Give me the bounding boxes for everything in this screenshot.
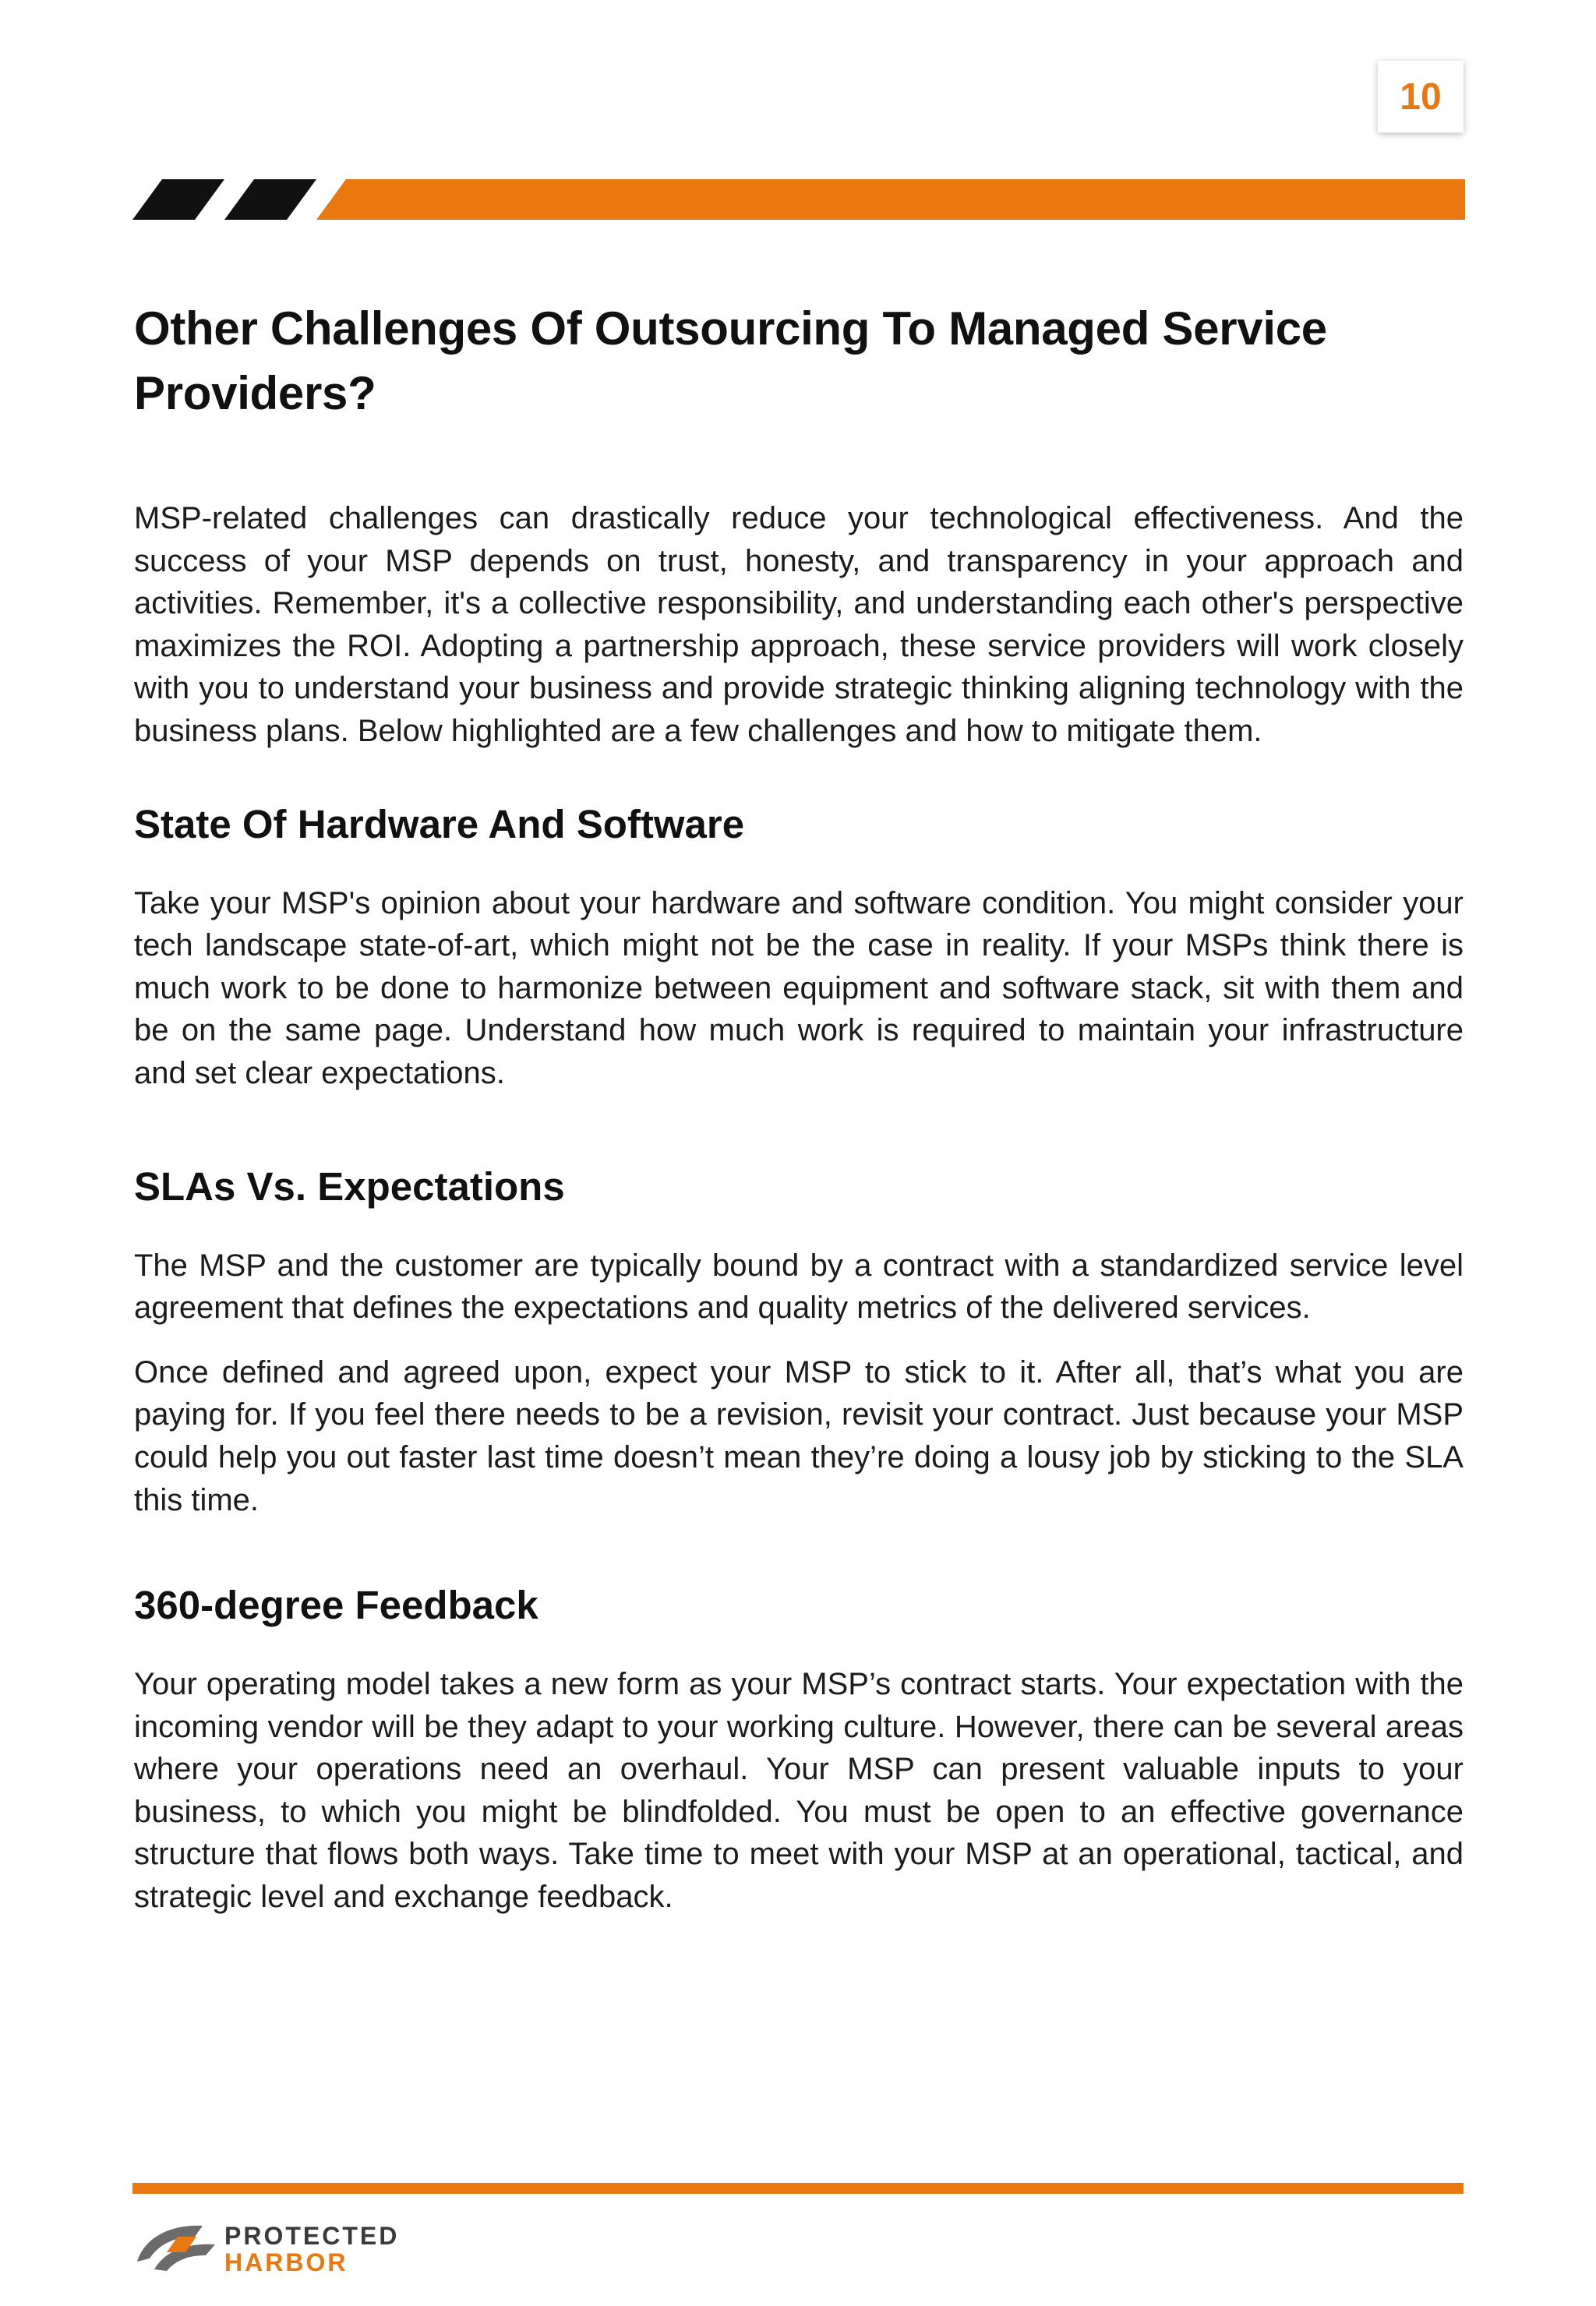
section-slas-expectations (134, 1164, 1464, 1522)
section-360-feedback (134, 1582, 1464, 1919)
header-decoration-bar (132, 179, 1465, 220)
header-orange-bar (316, 179, 1465, 220)
section-heading: State Of Hardware And Software (134, 801, 745, 846)
header-stripe-2 (224, 179, 316, 220)
footer-logo (131, 2213, 400, 2283)
section-paragraph: Once defined and agreed upon, expect your MSP to stick to it. After all, that’s what you are paying for. If you feel there needs to be a revision, revisit your contract. Just because your MSP could help you out faster last time doesn’t mean they’re doing a lousy job by sticking to the SLA this time. (134, 1354, 1464, 1517)
main-content (134, 296, 1464, 1919)
section-heading: 360-degree Feedback (134, 1583, 538, 1628)
section-hardware-software (134, 801, 1464, 1095)
section-heading: SLAs Vs. Expectations (134, 1164, 565, 1209)
logo-wordmark (224, 2223, 399, 2276)
footer-divider (132, 2183, 1464, 2194)
intro-paragraph: MSP-related challenges can drastically reduce your technological effectiveness. And the success of your MSP depends on trust, honesty, and transparency in your approach and activities. Remember, it's a collective responsibility, and understanding each other's perspective maximizes the ROI. Adopting a partnership approach, these service providers will work closely with you to understand your business and provide strategic thinking aligning technology with the business plans. Below highlighted are a few challenges and how to mitigate them. (134, 501, 1464, 748)
page-number (1378, 61, 1464, 132)
logo-line-harbor: HARBOR (224, 2248, 348, 2276)
section-paragraph: Take your MSP's opinion about your hardware and software condition. You might consider your tech landscape state-of-art, which might not be the case in reality. If your MSPs think there is much work to be done to harmonize between equipment and software stack, sit with them and be on the same page. Understand how much work is required to maintain your infrastructure and set clear expectations. (134, 885, 1464, 1090)
page-title: Other Challenges Of Outsourcing To Managed Service Providers? (134, 302, 1327, 419)
section-paragraph: The MSP and the customer are typically bound by a contract with a standardized service level agreement that defines the expectations and quality metrics of the delivered services. (134, 1248, 1464, 1326)
section-paragraph: Your operating model takes a new form as your MSP’s contract starts. Your expectation with the incoming vendor will be they adapt to your working culture. However, there can be several areas where your operations need an overhaul. Your MSP can present valuable inputs to your business, to which you might be blindfolded. You must be open to an effective governance structure that flows both ways. Take time to meet with your MSP at an operational, tactical, and strategic level and exchange feedback. (134, 1667, 1464, 1915)
page-number-text: 10 (1400, 76, 1442, 118)
header-stripe-1 (132, 179, 224, 220)
logo-line-protected: PROTECTED (224, 2222, 400, 2250)
harbor-swoosh-icon (131, 2213, 223, 2283)
